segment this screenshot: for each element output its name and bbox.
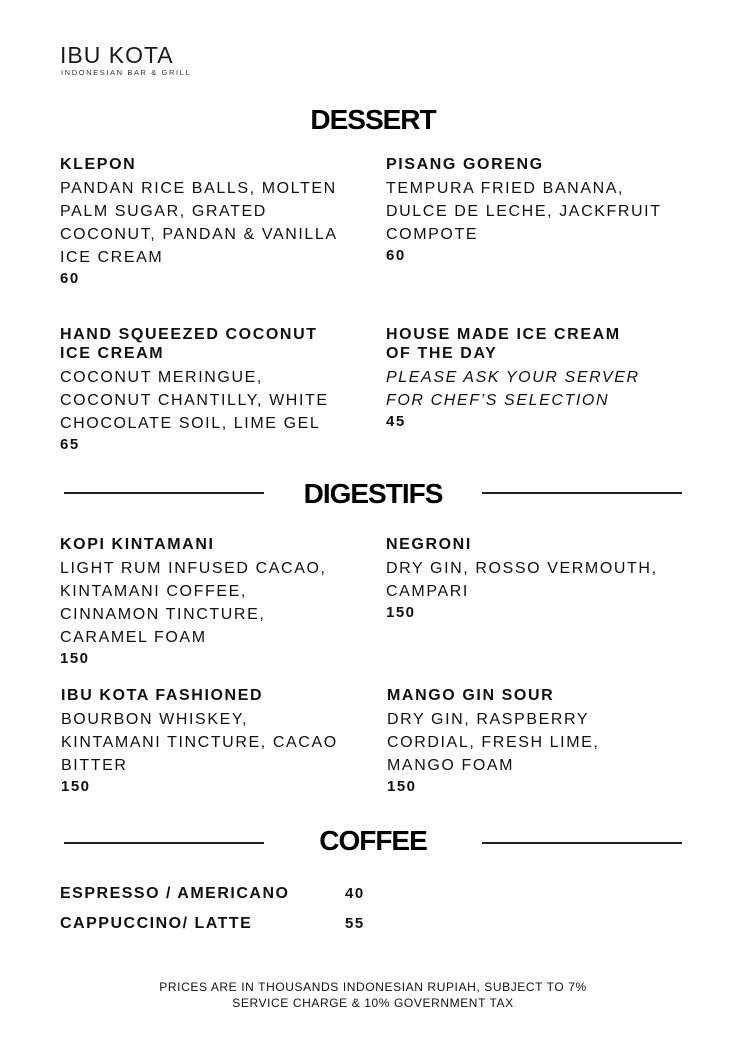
footer-note (0, 979, 746, 1011)
menu-item-ibu-kota-fashioned (61, 686, 371, 797)
menu-item-coconut-ice-cream (60, 325, 370, 455)
item-name: IBU KOTA FASHIONED (61, 687, 264, 704)
item-desc-line: CINNAMON TINCTURE, (60, 606, 266, 623)
item-desc-line: PLEASE ASK YOUR SERVER (386, 369, 640, 386)
item-desc-line: BOURBON WHISKEY, (61, 711, 249, 728)
item-desc-line: FOR CHEF’S SELECTION (386, 392, 610, 409)
section-title-dessert: DESSERT (310, 104, 436, 135)
section-divider-right (482, 492, 682, 494)
footer-line: SERVICE CHARGE & 10% GOVERNMENT TAX (232, 996, 514, 1010)
item-desc-line: DULCE DE LECHE, JACKFRUIT (386, 203, 662, 220)
item-price: 45 (386, 413, 406, 430)
item-desc-line: TEMPURA FRIED BANANA, (386, 180, 625, 197)
item-desc-line: CORDIAL, FRESH LIME, (387, 734, 600, 751)
item-desc-line: LIGHT RUM INFUSED CACAO, (60, 560, 327, 577)
item-desc-line: MANGO FOAM (387, 757, 515, 774)
item-desc-line: COCONUT, PANDAN & VANILLA (60, 226, 338, 243)
item-price: 150 (386, 604, 416, 621)
menu-item-kopi-kintamani (60, 535, 370, 669)
item-description (60, 366, 370, 435)
item-desc-line: KINTAMANI COFFEE, (60, 583, 247, 600)
item-description (387, 708, 717, 777)
item-desc-line: PALM SUGAR, GRATED (60, 203, 267, 220)
item-name: KOPI KINTAMANI (60, 536, 215, 553)
item-description (60, 557, 370, 649)
item-name: MANGO GIN SOUR (387, 687, 555, 704)
item-price: 150 (61, 778, 91, 795)
item-desc-line: PANDAN RICE BALLS, MOLTEN (60, 180, 337, 197)
menu-item-pisang-goreng (386, 155, 716, 266)
section-divider-right (482, 842, 682, 844)
item-price: 65 (60, 436, 80, 453)
item-desc-line: CHOCOLATE SOIL, LIME GEL (60, 415, 321, 432)
item-desc-line: COCONUT CHANTILLY, WHITE (60, 392, 329, 409)
item-desc-line: KINTAMANI TINCTURE, CACAO (61, 734, 338, 751)
menu-item-klepon (60, 155, 370, 289)
item-description (386, 557, 716, 603)
menu-item-negroni (386, 535, 716, 623)
item-desc-line: DRY GIN, RASPBERRY (387, 711, 590, 728)
item-name-line: HOUSE MADE ICE CREAM (386, 326, 621, 343)
item-description (60, 177, 370, 269)
brand-name: IBU KOTA (60, 42, 174, 68)
section-title-coffee: COFFEE (319, 825, 427, 856)
item-desc-line: ICE CREAM (60, 249, 164, 266)
menu-item-house-ice-cream (386, 325, 716, 432)
item-name-line: HAND SQUEEZED COCONUT (60, 326, 318, 343)
item-description (386, 177, 716, 246)
brand-subtitle: INDONESIAN BAR & GRILL (61, 68, 192, 77)
item-desc-line: CARAMEL FOAM (60, 629, 207, 646)
item-desc-line: COCONUT MERINGUE, (60, 369, 263, 386)
item-price: 60 (386, 247, 406, 264)
item-desc-line: BITTER (61, 757, 128, 774)
item-desc-line: COMPOTE (386, 226, 479, 243)
item-name: KLEPON (60, 156, 137, 173)
item-name-line: OF THE DAY (386, 345, 498, 362)
coffee-item-espresso: ESPRESSO / AMERICANO (60, 885, 290, 902)
item-name (60, 325, 370, 363)
item-name-line: ICE CREAM (60, 345, 165, 362)
coffee-item-cappuccino: CAPPUCCINO/ LATTE (60, 915, 253, 932)
item-price: 150 (60, 650, 90, 667)
menu-item-mango-gin-sour (387, 686, 717, 797)
item-name (386, 325, 716, 363)
section-title-digestifs: DIGESTIFS (303, 478, 443, 509)
item-name: NEGRONI (386, 536, 472, 553)
item-desc-line: CAMPARI (386, 583, 469, 600)
item-description (386, 366, 716, 412)
coffee-price-cappuccino: 55 (345, 915, 365, 932)
item-desc-line: DRY GIN, ROSSO VERMOUTH, (386, 560, 658, 577)
item-price: 60 (60, 270, 80, 287)
footer-line: PRICES ARE IN THOUSANDS INDONESIAN RUPIAH, SUBJECT TO 7% (159, 980, 587, 994)
item-name: PISANG GORENG (386, 156, 544, 173)
item-price: 150 (387, 778, 417, 795)
item-description (61, 708, 371, 777)
coffee-price-espresso: 40 (345, 885, 365, 902)
